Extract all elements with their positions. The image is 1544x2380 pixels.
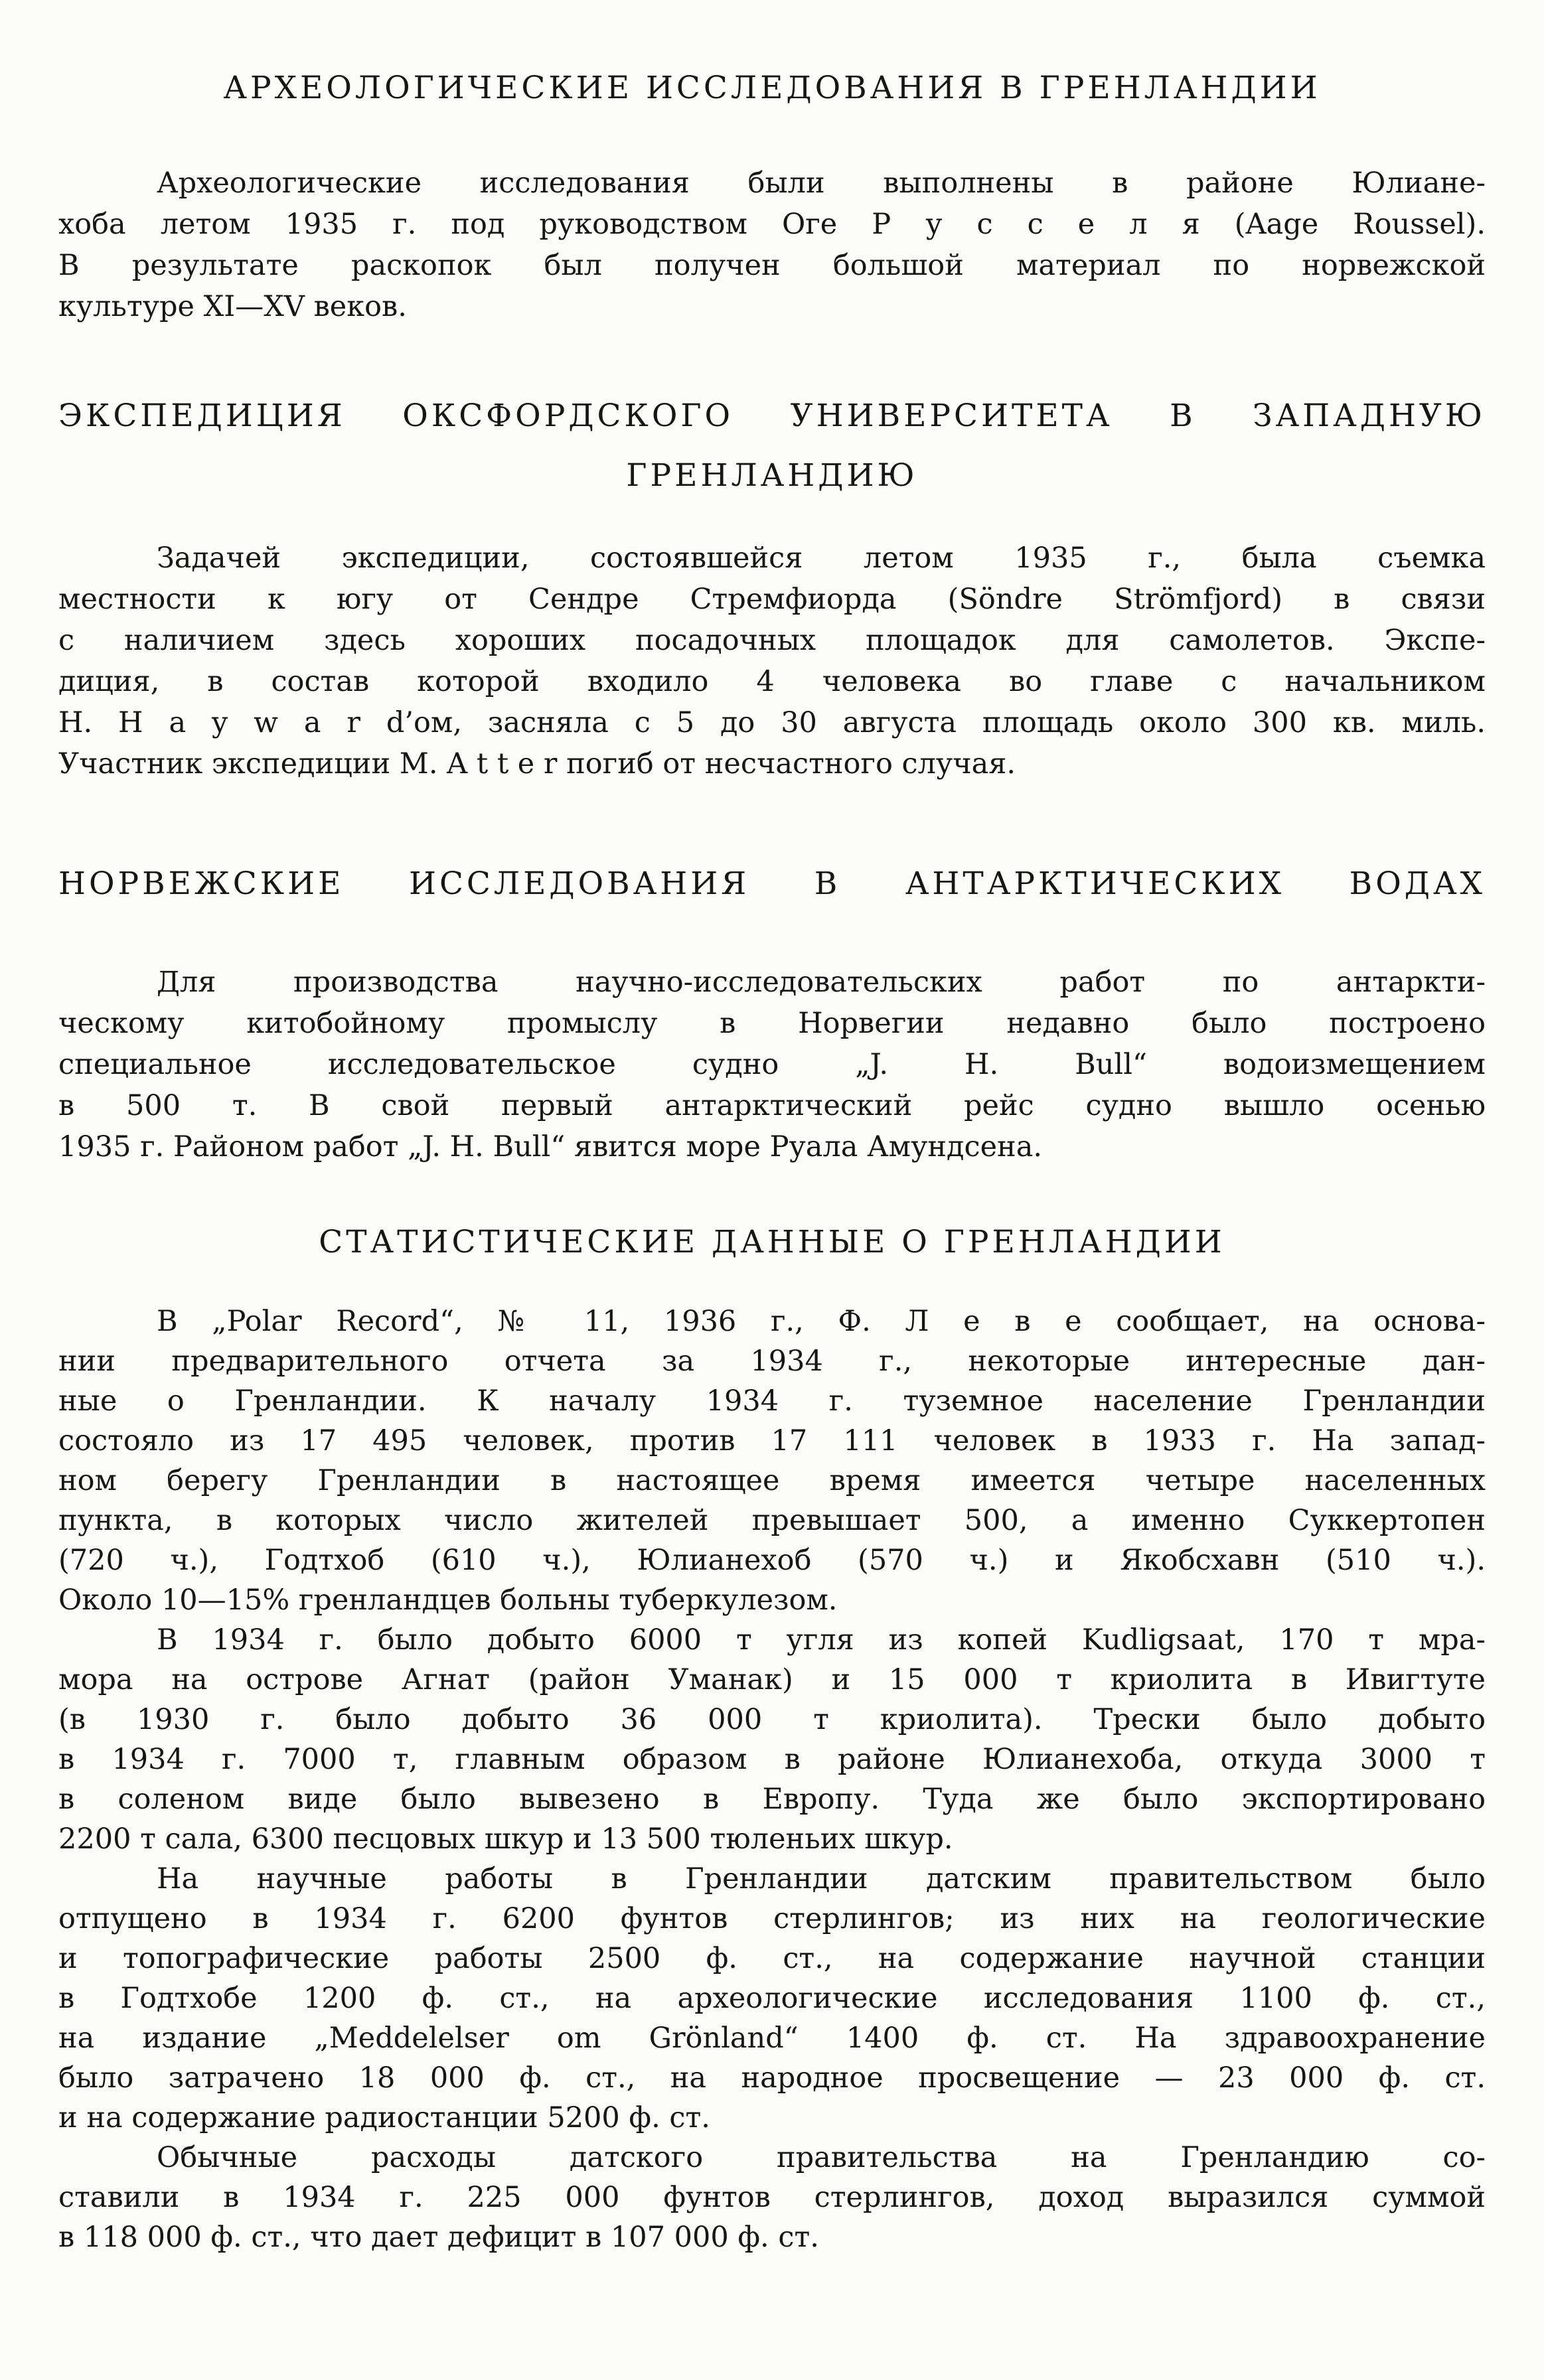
paragraph bbox=[58, 2138, 1486, 2257]
section-greenland-statistics bbox=[58, 1223, 1486, 2257]
text-line: нии предварительного отчета за 1934 г., некоторые интересные дан- bbox=[58, 1345, 1486, 1378]
text-line: и топографические работы 2500 ф. ст., на содержание научной станции bbox=[58, 1942, 1486, 1975]
text-line: Задачей экспедиции, состоявшейся летом 1935 г., была съемка bbox=[157, 542, 1486, 575]
text-line: в 1934 г. 7000 т, главным образом в районе Юлианехоба, откуда 3000 т bbox=[58, 1743, 1486, 1776]
text-line: В 1934 г. было добыто 6000 т угля из копей Kudligsaat, 170 т мра- bbox=[157, 1623, 1486, 1657]
section-heading bbox=[58, 68, 1486, 108]
paragraph bbox=[58, 962, 1486, 1167]
text-line: в соленом виде было вывезено в Европу. Туда же было экспортировано bbox=[58, 1783, 1486, 1816]
text-line: местности к югу от Сендре Стремфиорда (Söndre Strömfjord) в связи bbox=[58, 583, 1486, 616]
text-line: ставили в 1934 г. 225 000 фунтов стерлингов, доход выразился суммой bbox=[58, 2181, 1486, 2214]
paragraph bbox=[58, 538, 1486, 784]
text-line: было затрачено 18 000 ф. ст., на народное просвещение — 23 000 ф. ст. bbox=[58, 2061, 1486, 2095]
text-line: В результате раскопок был получен большой материал по норвежской bbox=[58, 249, 1486, 282]
text-line: В „Polar Record“, № 11, 1936 г., Ф. Л е в е сообщает, на основа- bbox=[157, 1305, 1486, 1338]
text-line: 2200 т сала, 6300 песцовых шкур и 13 500 тюленьих шкур. bbox=[58, 1822, 953, 1856]
text-line: (в 1930 г. было добыто 36 000 т криолита). Трески было добыто bbox=[58, 1703, 1486, 1736]
section-archaeological-research-greenland bbox=[58, 68, 1486, 327]
paragraph bbox=[58, 1859, 1486, 2138]
text-line: H. H a y w a r d’ом, засняла с 5 до 30 августа площадь около 300 кв. миль. bbox=[58, 706, 1486, 739]
paragraph bbox=[58, 1302, 1486, 1620]
text-line: 1935 г. Районом работ „J. H. Bull“ явится море Руала Амундсена. bbox=[58, 1130, 1043, 1163]
text-line: (720 ч.), Годтхоб (610 ч.), Юлианехоб (570 ч.) и Якобсхавн (510 ч.). bbox=[58, 1544, 1486, 1577]
text-line: в 500 т. В свой первый антарктический рейс судно вышло осенью bbox=[58, 1089, 1486, 1122]
text-line: с наличием здесь хороших посадочных площадок для самолетов. Экспе- bbox=[58, 624, 1486, 657]
heading-line: НОРВЕЖСКИЕ ИССЛЕДОВАНИЯ В АНТАРКТИЧЕСКИХ ВОДАХ bbox=[58, 865, 1486, 902]
text-line: отпущено в 1934 г. 6200 фунтов стерлингов; из них на геологические bbox=[58, 1902, 1486, 1935]
text-line: Археологические исследования были выполнены в районе Юлиане- bbox=[157, 167, 1486, 200]
text-line: ные о Гренландии. К началу 1934 г. туземное население Гренландии bbox=[58, 1384, 1486, 1418]
text-line: и на содержание радиостанции 5200 ф. ст. bbox=[58, 2101, 710, 2134]
text-line: ческому китобойному промыслу в Норвегии недавно было построено bbox=[58, 1007, 1486, 1040]
text-line: на издание „Meddelelser om Grönland“ 1400 ф. ст. На здравоохранение bbox=[58, 2022, 1486, 2055]
section-heading bbox=[58, 396, 1486, 496]
text-line: Около 10—15% гренландцев больны туберкулезом. bbox=[58, 1584, 838, 1617]
heading-line: СТАТИСТИЧЕСКИЕ ДАННЫЕ О ГРЕНЛАНДИИ bbox=[319, 1224, 1225, 1260]
section-norwegian-antarctic-research bbox=[58, 864, 1486, 1167]
text-line: Для производства научно-исследовательских работ по антаркти- bbox=[157, 966, 1486, 999]
section-heading bbox=[58, 864, 1486, 904]
paragraph bbox=[58, 163, 1486, 327]
paragraph bbox=[58, 1620, 1486, 1859]
text-line: ном берегу Гренландии в настоящее время имеется четыре населенных bbox=[58, 1464, 1486, 1497]
heading-line: ЭКСПЕДИЦИЯ ОКСФОРДСКОГО УНИВЕРСИТЕТА В ЗАПАДНУЮ bbox=[58, 398, 1486, 434]
text-line: культуре XI—XV веков. bbox=[58, 290, 407, 323]
text-line: На научные работы в Гренландии датским правительством было bbox=[157, 1862, 1486, 1896]
text-line: хоба летом 1935 г. под руководством Оге Р у с с е л я (Aage Roussel). bbox=[58, 208, 1486, 241]
heading-line: ГРЕНЛАНДИЮ bbox=[626, 457, 918, 494]
text-line: специальное исследовательское судно „J. H. Bull“ водоизмещением bbox=[58, 1048, 1486, 1081]
section-heading bbox=[58, 1223, 1486, 1262]
text-line: Участник экспедиции М. A t t e r погиб от несчастного случая. bbox=[58, 747, 1016, 781]
text-line: в Годтхобе 1200 ф. ст., на археологические исследования 1100 ф. ст., bbox=[58, 1982, 1486, 2015]
text-line: состояло из 17 495 человек, против 17 111 человек в 1933 г. На запад- bbox=[58, 1424, 1486, 1457]
text-line: пункта, в которых число жителей превышает 500, а именно Суккертопен bbox=[58, 1504, 1486, 1537]
text-line: мора на острове Агнат (район Уманак) и 15 000 т криолита в Ивигтуте bbox=[58, 1663, 1486, 1696]
text-line: в 118 000 ф. ст., что дает дефицит в 107 000 ф. ст. bbox=[58, 2221, 819, 2254]
text-line: Обычные расходы датского правительства на Гренландию со- bbox=[157, 2141, 1486, 2174]
section-oxford-expedition bbox=[58, 396, 1486, 784]
text-line: диция, в состав которой входило 4 человека во главе с начальником bbox=[58, 665, 1486, 698]
heading-line: АРХЕОЛОГИЧЕСКИЕ ИССЛЕДОВАНИЯ В ГРЕНЛАНДИИ bbox=[223, 70, 1321, 106]
